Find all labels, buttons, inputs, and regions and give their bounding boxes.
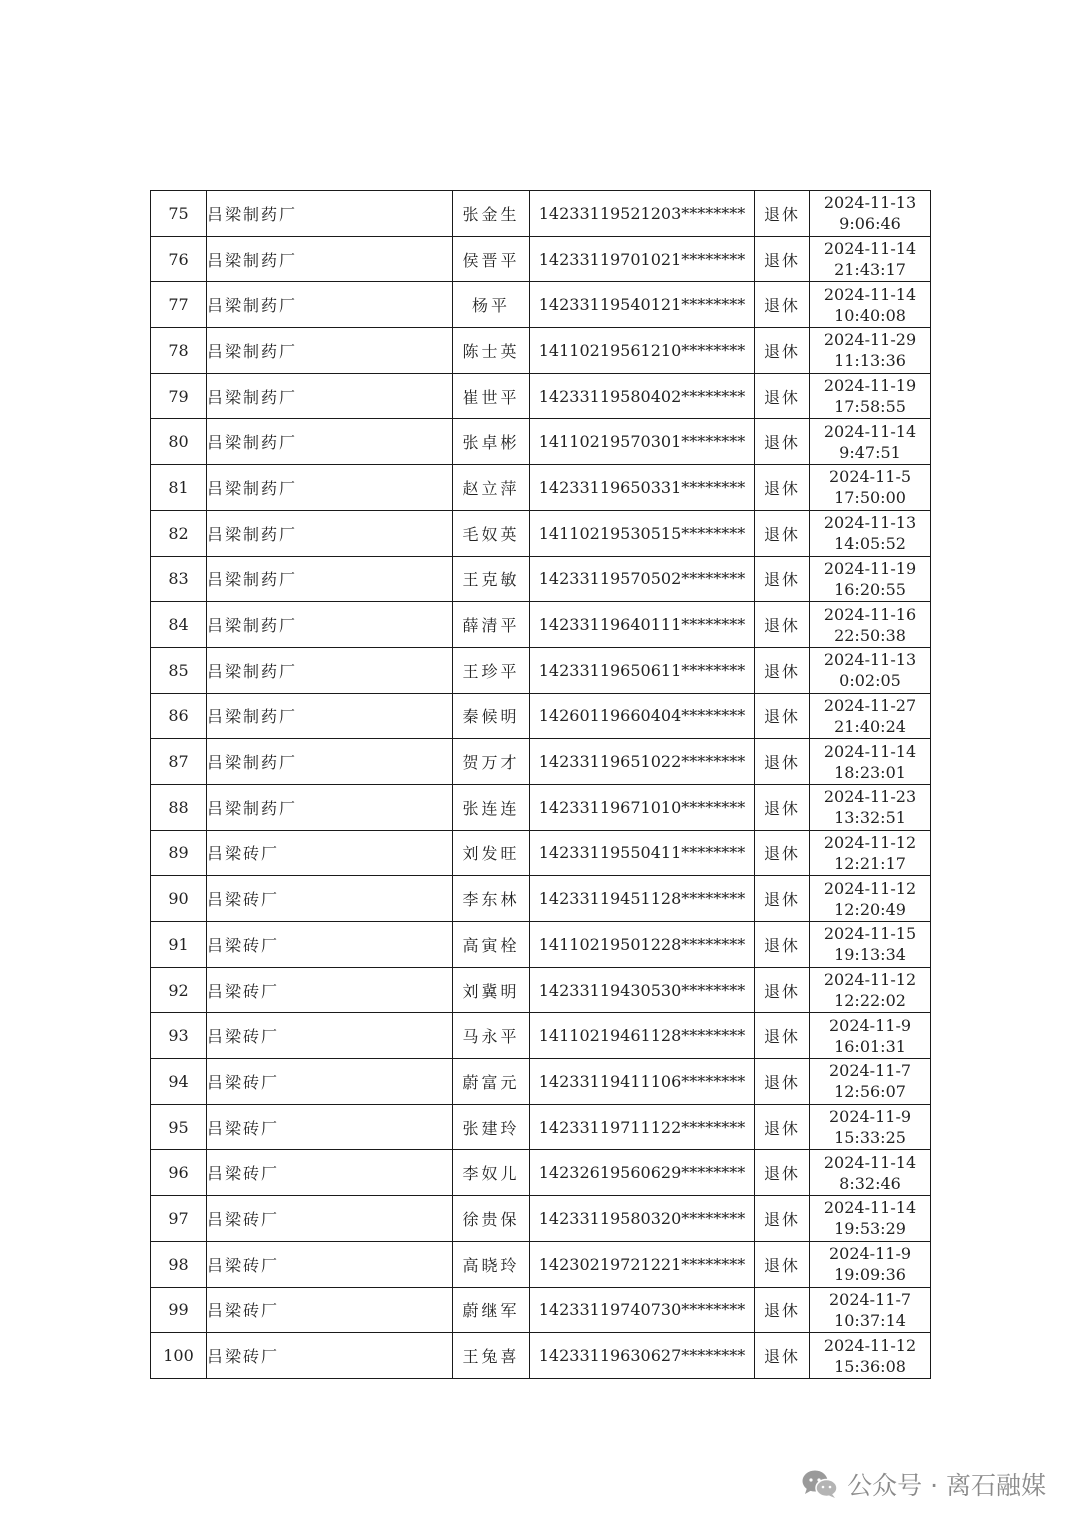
row-time: 10:40:08 xyxy=(834,305,906,325)
row-timestamp xyxy=(810,1241,931,1287)
row-time: 17:50:00 xyxy=(834,488,906,508)
row-id-number: 14233119411106******** xyxy=(530,1059,755,1105)
row-time: 10:37:14 xyxy=(834,1310,906,1330)
row-status: 退休 xyxy=(755,373,810,419)
row-time: 16:20:55 xyxy=(834,579,906,599)
row-number: 88 xyxy=(151,784,207,830)
row-time: 19:53:29 xyxy=(834,1219,906,1239)
row-number: 100 xyxy=(151,1333,207,1379)
row-date: 2024-11-14 xyxy=(823,239,917,259)
row-timestamp xyxy=(810,739,931,785)
row-unit: 吕梁制药厂 xyxy=(207,419,453,465)
row-unit: 吕梁制药厂 xyxy=(207,602,453,648)
row-timestamp xyxy=(810,282,931,328)
row-date: 2024-11-13 xyxy=(823,513,917,533)
row-id-number: 14233119711122******** xyxy=(530,1104,755,1150)
row-status: 退休 xyxy=(755,556,810,602)
row-date: 2024-11-19 xyxy=(823,558,917,578)
row-date: 2024-11-5 xyxy=(828,467,912,487)
row-date: 2024-11-14 xyxy=(823,1152,917,1172)
row-date: 2024-11-16 xyxy=(823,604,917,624)
row-name: 侯晋平 xyxy=(453,236,530,282)
row-status: 退休 xyxy=(755,1104,810,1150)
row-id-number: 14233119451128******** xyxy=(530,876,755,922)
row-id-number: 14233119650331******** xyxy=(530,465,755,511)
row-number: 90 xyxy=(151,876,207,922)
row-time: 0:02:05 xyxy=(839,671,901,691)
row-time: 9:47:51 xyxy=(839,442,901,462)
pension-roster-table xyxy=(150,190,931,1379)
row-time: 12:20:49 xyxy=(834,899,906,919)
row-unit: 吕梁砖厂 xyxy=(207,967,453,1013)
row-name: 蔚富元 xyxy=(453,1059,530,1105)
row-date: 2024-11-19 xyxy=(823,376,917,396)
row-name: 秦候明 xyxy=(453,693,530,739)
table-row xyxy=(151,1013,931,1059)
row-id-number: 14233119580320******** xyxy=(530,1196,755,1242)
row-name: 高寅栓 xyxy=(453,922,530,968)
row-number: 98 xyxy=(151,1241,207,1287)
row-number: 97 xyxy=(151,1196,207,1242)
row-name: 高晓玲 xyxy=(453,1241,530,1287)
row-number: 99 xyxy=(151,1287,207,1333)
row-status: 退休 xyxy=(755,236,810,282)
row-time: 11:13:36 xyxy=(834,351,906,371)
row-unit: 吕梁制药厂 xyxy=(207,556,453,602)
table-row xyxy=(151,1196,931,1242)
table-row xyxy=(151,784,931,830)
row-name: 赵立萍 xyxy=(453,465,530,511)
row-time: 14:05:52 xyxy=(834,534,906,554)
row-status: 退休 xyxy=(755,784,810,830)
row-date: 2024-11-7 xyxy=(828,1061,912,1081)
table-row xyxy=(151,419,931,465)
row-number: 78 xyxy=(151,328,207,374)
row-id-number: 14233119630627******** xyxy=(530,1333,755,1379)
row-time: 15:36:08 xyxy=(834,1356,906,1376)
row-number: 79 xyxy=(151,373,207,419)
row-status: 退休 xyxy=(755,876,810,922)
row-unit: 吕梁制药厂 xyxy=(207,647,453,693)
table-row xyxy=(151,830,931,876)
table-row xyxy=(151,1241,931,1287)
row-number: 86 xyxy=(151,693,207,739)
row-timestamp xyxy=(810,647,931,693)
row-time: 18:23:01 xyxy=(834,762,906,782)
row-status: 退休 xyxy=(755,1287,810,1333)
row-unit: 吕梁制药厂 xyxy=(207,693,453,739)
row-unit: 吕梁砖厂 xyxy=(207,1104,453,1150)
row-timestamp xyxy=(810,373,931,419)
row-id-number: 14232619560629******** xyxy=(530,1150,755,1196)
row-unit: 吕梁制药厂 xyxy=(207,739,453,785)
table-row xyxy=(151,1104,931,1150)
row-number: 77 xyxy=(151,282,207,328)
row-status: 退休 xyxy=(755,967,810,1013)
row-timestamp xyxy=(810,465,931,511)
row-date: 2024-11-9 xyxy=(828,1107,912,1127)
row-status: 退休 xyxy=(755,1241,810,1287)
row-unit: 吕梁制药厂 xyxy=(207,236,453,282)
row-name: 李东林 xyxy=(453,876,530,922)
watermark-text: 公众号 · 离石融媒 xyxy=(847,1471,1046,1500)
row-date: 2024-11-12 xyxy=(823,970,917,990)
row-unit: 吕梁制药厂 xyxy=(207,282,453,328)
row-id-number: 14233119430530******** xyxy=(530,967,755,1013)
row-time: 9:06:46 xyxy=(839,214,901,234)
row-number: 83 xyxy=(151,556,207,602)
row-status: 退休 xyxy=(755,830,810,876)
table-row xyxy=(151,967,931,1013)
row-timestamp xyxy=(810,693,931,739)
row-date: 2024-11-14 xyxy=(823,741,917,761)
row-status: 退休 xyxy=(755,739,810,785)
row-number: 89 xyxy=(151,830,207,876)
row-date: 2024-11-7 xyxy=(828,1289,912,1309)
row-status: 退休 xyxy=(755,510,810,556)
row-name: 刘冀明 xyxy=(453,967,530,1013)
row-id-number: 14230219721221******** xyxy=(530,1241,755,1287)
row-name: 崔世平 xyxy=(453,373,530,419)
row-unit: 吕梁制药厂 xyxy=(207,510,453,556)
row-unit: 吕梁砖厂 xyxy=(207,1059,453,1105)
row-time: 21:43:17 xyxy=(834,260,906,280)
row-status: 退休 xyxy=(755,922,810,968)
row-timestamp xyxy=(810,556,931,602)
table-row xyxy=(151,693,931,739)
row-timestamp xyxy=(810,419,931,465)
row-time: 21:40:24 xyxy=(834,716,906,736)
row-date: 2024-11-29 xyxy=(823,330,917,350)
row-timestamp xyxy=(810,236,931,282)
row-date: 2024-11-12 xyxy=(823,878,917,898)
row-timestamp xyxy=(810,510,931,556)
row-id-number: 14233119640111******** xyxy=(530,602,755,648)
row-unit: 吕梁制药厂 xyxy=(207,784,453,830)
row-number: 87 xyxy=(151,739,207,785)
row-date: 2024-11-14 xyxy=(823,1198,917,1218)
row-number: 84 xyxy=(151,602,207,648)
row-id-number: 14233119580402******** xyxy=(530,373,755,419)
row-time: 15:33:25 xyxy=(834,1128,906,1148)
row-number: 82 xyxy=(151,510,207,556)
row-unit: 吕梁砖厂 xyxy=(207,830,453,876)
row-id-number: 14110219570301******** xyxy=(530,419,755,465)
row-number: 96 xyxy=(151,1150,207,1196)
row-id-number: 14260119660404******** xyxy=(530,693,755,739)
row-status: 退休 xyxy=(755,465,810,511)
row-number: 91 xyxy=(151,922,207,968)
table-row xyxy=(151,1287,931,1333)
row-id-number: 14233119671010******** xyxy=(530,784,755,830)
row-timestamp xyxy=(810,1150,931,1196)
row-id-number: 14110219530515******** xyxy=(530,510,755,556)
table-row xyxy=(151,236,931,282)
row-status: 退休 xyxy=(755,647,810,693)
row-date: 2024-11-9 xyxy=(828,1015,912,1035)
row-name: 陈士英 xyxy=(453,328,530,374)
row-date: 2024-11-12 xyxy=(823,832,917,852)
row-timestamp xyxy=(810,876,931,922)
row-id-number: 14110219501228******** xyxy=(530,922,755,968)
table-row xyxy=(151,922,931,968)
row-name: 张卓彬 xyxy=(453,419,530,465)
row-timestamp xyxy=(810,922,931,968)
row-name: 张连连 xyxy=(453,784,530,830)
row-time: 12:22:02 xyxy=(834,991,906,1011)
row-number: 92 xyxy=(151,967,207,1013)
row-name: 王珍平 xyxy=(453,647,530,693)
row-status: 退休 xyxy=(755,1013,810,1059)
row-id-number: 14110219561210******** xyxy=(530,328,755,374)
row-unit: 吕梁砖厂 xyxy=(207,1150,453,1196)
row-status: 退休 xyxy=(755,602,810,648)
row-number: 80 xyxy=(151,419,207,465)
row-name: 张金生 xyxy=(453,191,530,237)
row-unit: 吕梁制药厂 xyxy=(207,191,453,237)
table-row xyxy=(151,1059,931,1105)
row-date: 2024-11-14 xyxy=(823,284,917,304)
row-time: 19:09:36 xyxy=(834,1265,906,1285)
row-id-number: 14233119570502******** xyxy=(530,556,755,602)
row-unit: 吕梁制药厂 xyxy=(207,373,453,419)
table-row xyxy=(151,602,931,648)
row-status: 退休 xyxy=(755,419,810,465)
row-timestamp xyxy=(810,1287,931,1333)
row-unit: 吕梁砖厂 xyxy=(207,1013,453,1059)
row-id-number: 14233119650611******** xyxy=(530,647,755,693)
row-status: 退休 xyxy=(755,191,810,237)
row-name: 张建玲 xyxy=(453,1104,530,1150)
roster-body xyxy=(151,191,931,1379)
row-date: 2024-11-13 xyxy=(823,650,917,670)
table-row xyxy=(151,373,931,419)
table-row xyxy=(151,282,931,328)
row-unit: 吕梁砖厂 xyxy=(207,1287,453,1333)
table-row xyxy=(151,739,931,785)
row-name: 贺万才 xyxy=(453,739,530,785)
row-timestamp xyxy=(810,1196,931,1242)
row-number: 75 xyxy=(151,191,207,237)
table-row xyxy=(151,510,931,556)
row-timestamp xyxy=(810,784,931,830)
watermark xyxy=(801,1462,1046,1506)
row-date: 2024-11-14 xyxy=(823,421,917,441)
row-name: 王克敏 xyxy=(453,556,530,602)
row-number: 76 xyxy=(151,236,207,282)
table-row xyxy=(151,465,931,511)
row-time: 17:58:55 xyxy=(834,397,906,417)
row-time: 12:56:07 xyxy=(834,1082,906,1102)
row-unit: 吕梁砖厂 xyxy=(207,1241,453,1287)
row-unit: 吕梁砖厂 xyxy=(207,876,453,922)
row-name: 徐贵保 xyxy=(453,1196,530,1242)
row-name: 李奴儿 xyxy=(453,1150,530,1196)
row-name: 王兔喜 xyxy=(453,1333,530,1379)
row-status: 退休 xyxy=(755,1059,810,1105)
row-name: 杨平 xyxy=(453,282,530,328)
row-date: 2024-11-23 xyxy=(823,787,917,807)
table-row xyxy=(151,1333,931,1379)
row-status: 退休 xyxy=(755,282,810,328)
row-name: 马永平 xyxy=(453,1013,530,1059)
row-name: 毛奴英 xyxy=(453,510,530,556)
row-id-number: 14110219461128******** xyxy=(530,1013,755,1059)
row-unit: 吕梁制药厂 xyxy=(207,328,453,374)
row-timestamp xyxy=(810,1059,931,1105)
row-name: 刘发旺 xyxy=(453,830,530,876)
row-date: 2024-11-9 xyxy=(828,1244,912,1264)
table-row xyxy=(151,556,931,602)
row-unit: 吕梁砖厂 xyxy=(207,1196,453,1242)
row-timestamp xyxy=(810,602,931,648)
row-timestamp xyxy=(810,1013,931,1059)
table-row xyxy=(151,191,931,237)
row-id-number: 14233119651022******** xyxy=(530,739,755,785)
table-row xyxy=(151,647,931,693)
row-timestamp xyxy=(810,191,931,237)
row-id-number: 14233119521203******** xyxy=(530,191,755,237)
row-timestamp xyxy=(810,328,931,374)
row-number: 94 xyxy=(151,1059,207,1105)
row-id-number: 14233119701021******** xyxy=(530,236,755,282)
row-time: 16:01:31 xyxy=(834,1036,906,1056)
row-unit: 吕梁砖厂 xyxy=(207,1333,453,1379)
row-timestamp xyxy=(810,830,931,876)
table-row xyxy=(151,328,931,374)
row-id-number: 14233119740730******** xyxy=(530,1287,755,1333)
row-unit: 吕梁制药厂 xyxy=(207,465,453,511)
row-unit: 吕梁砖厂 xyxy=(207,922,453,968)
row-status: 退休 xyxy=(755,693,810,739)
wechat-icon xyxy=(801,1468,839,1500)
row-time: 19:13:34 xyxy=(834,945,906,965)
row-timestamp xyxy=(810,1333,931,1379)
row-id-number: 14233119540121******** xyxy=(530,282,755,328)
row-time: 22:50:38 xyxy=(834,625,906,645)
table-row xyxy=(151,876,931,922)
row-timestamp xyxy=(810,967,931,1013)
row-number: 95 xyxy=(151,1104,207,1150)
row-number: 93 xyxy=(151,1013,207,1059)
table-row xyxy=(151,1150,931,1196)
row-number: 81 xyxy=(151,465,207,511)
row-time: 13:32:51 xyxy=(834,808,906,828)
row-name: 薛清平 xyxy=(453,602,530,648)
row-date: 2024-11-12 xyxy=(823,1335,917,1355)
row-status: 退休 xyxy=(755,328,810,374)
row-time: 8:32:46 xyxy=(839,1173,901,1193)
row-status: 退休 xyxy=(755,1196,810,1242)
row-time: 12:21:17 xyxy=(834,853,906,873)
row-name: 蔚继军 xyxy=(453,1287,530,1333)
row-timestamp xyxy=(810,1104,931,1150)
row-id-number: 14233119550411******** xyxy=(530,830,755,876)
row-date: 2024-11-13 xyxy=(823,193,917,213)
row-status: 退休 xyxy=(755,1333,810,1379)
row-number: 85 xyxy=(151,647,207,693)
row-status: 退休 xyxy=(755,1150,810,1196)
row-date: 2024-11-15 xyxy=(823,924,917,944)
row-date: 2024-11-27 xyxy=(823,695,917,715)
